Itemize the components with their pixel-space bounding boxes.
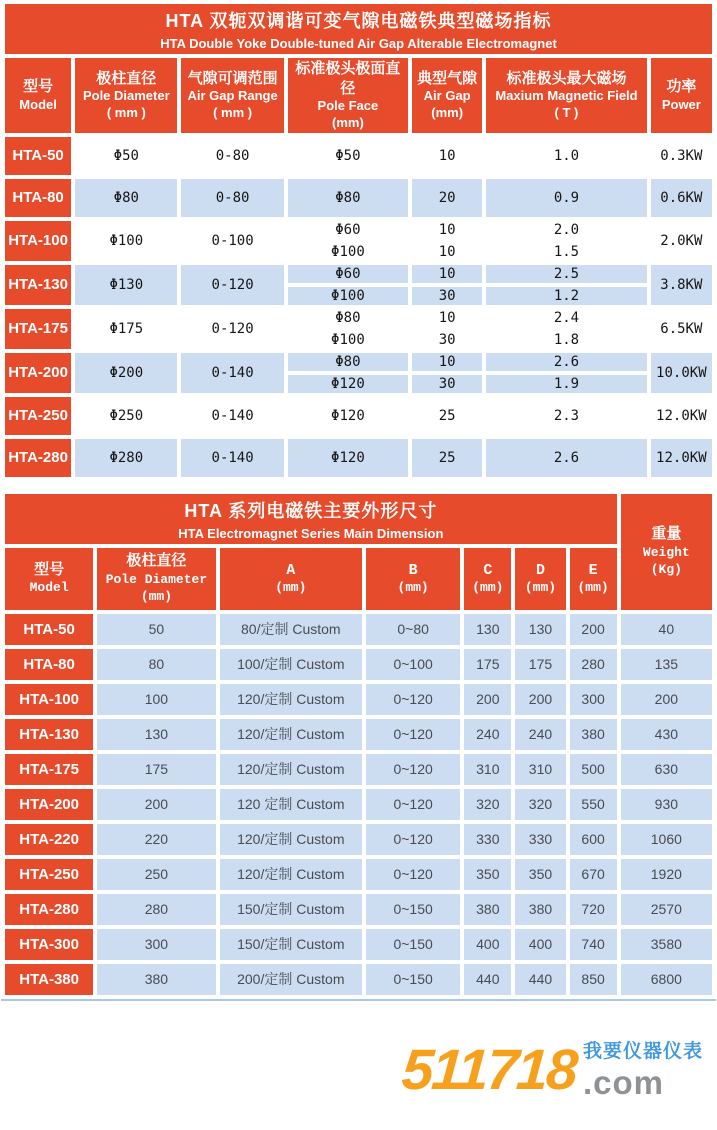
dim-e-cell: 550 [570,789,617,820]
table-title-row [5,4,712,54]
field-table-title-cn: HTA 双轭双调谐可变气隙电磁铁典型磁场指标 [165,11,552,31]
table-row [5,137,712,175]
weight-cell: 930 [621,789,712,820]
model-cell: HTA-175 [5,754,93,785]
typical-air-gap-cell: 25 [412,397,482,435]
dim-e-cell: 720 [570,894,617,925]
air-gap-range-cell: 0-120 [181,309,283,349]
air-gap-range-cell: 0-100 [181,221,283,261]
magnetic-field-cell: 1.9 [486,375,646,393]
magnetic-field-cell: 2.3 [486,397,646,435]
model-cell: HTA-130 [5,265,71,305]
model-cell: HTA-80 [5,179,71,217]
pole-diameter-cell: 175 [97,754,215,785]
table-row [5,397,712,435]
dim-d-cell: 310 [515,754,565,785]
dim-a-cell: 120 定制 Custom [220,789,362,820]
power-cell: 6.5KW [651,309,712,349]
pole-diameter-cell: 100 [97,684,215,715]
watermark-logo [399,1038,703,1102]
table-row [5,614,712,645]
typical-air-gap-cell: 10 [412,221,482,239]
pole-diameter-cell: 250 [97,859,215,890]
model-cell: HTA-280 [5,894,93,925]
dim-e-cell: 670 [570,859,617,890]
field-spec-table [1,0,716,481]
dim-e-cell: 850 [570,964,617,995]
typical-air-gap-cell: 10 [412,353,482,371]
model-cell: HTA-50 [5,137,71,175]
magnetic-field-cell: 1.8 [486,331,646,349]
table-row [5,309,712,327]
weight-cell: 200 [621,684,712,715]
table-row [5,789,712,820]
pole-diameter-cell: 200 [97,789,215,820]
dim-a-cell: 80/定制 Custom [220,614,362,645]
typical-air-gap-cell: 30 [412,331,482,349]
weight-cell: 135 [621,649,712,680]
model-cell: HTA-200 [5,789,93,820]
model-cell: HTA-80 [5,649,93,680]
column-header-dim-e: E (mm) [570,548,617,610]
power-cell: 0.3KW [651,137,712,175]
magnetic-field-cell: 2.6 [486,439,646,477]
pole-diameter-cell: Φ175 [75,309,177,349]
column-header-typical-air-gap: 典型气隙 Air Gap (mm) [412,58,482,133]
pole-diameter-cell: 80 [97,649,215,680]
model-cell: HTA-380 [5,964,93,995]
dim-e-cell: 740 [570,929,617,960]
dim-a-cell: 120/定制 Custom [220,824,362,855]
power-cell: 10.0KW [651,353,712,393]
model-cell: HTA-130 [5,719,93,750]
typical-air-gap-cell: 10 [412,309,482,327]
table-row [5,754,712,785]
dim-c-cell: 240 [464,719,511,750]
logo-right-block [583,1042,703,1099]
column-header-dim-d: D (mm) [515,548,565,610]
column-header-dim-b: B (mm) [366,548,460,610]
air-gap-range-cell: 0-140 [181,439,283,477]
dim-d-cell: 440 [515,964,565,995]
pole-face-cell: Φ100 [288,331,408,349]
typical-air-gap-cell: 10 [412,265,482,283]
magnetic-field-cell: 1.0 [486,137,646,175]
column-header-dim-a: A (mm) [220,548,362,610]
dim-d-cell: 200 [515,684,565,715]
field-table-title-en: HTA Double Yoke Double-tuned Air Gap Alterable Electromagnet [160,36,557,51]
pole-diameter-cell: Φ250 [75,397,177,435]
pole-diameter-cell: 50 [97,614,215,645]
pole-face-cell: Φ80 [288,179,408,217]
column-header-max-magnetic-field: 标准极头最大磁场 Maxium Magnetic Field ( T ) [486,58,646,133]
magnetic-field-cell: 2.6 [486,353,646,371]
weight-cell: 40 [621,614,712,645]
column-header-pole-diameter: 极柱直径 Pole Diameter (mm) [97,548,215,610]
dim-d-cell: 400 [515,929,565,960]
column-header-model: 型号 Model [5,548,93,610]
weight-cell: 430 [621,719,712,750]
dim-c-cell: 380 [464,894,511,925]
dim-b-cell: 0~120 [366,789,460,820]
logo-slogan: 我要仪器仪表 [582,1041,703,1062]
dimension-table-title-en: HTA Electromagnet Series Main Dimension [178,525,444,541]
dim-c-cell: 320 [464,789,511,820]
dim-d-cell: 130 [515,614,565,645]
dim-d-cell: 330 [515,824,565,855]
pole-diameter-cell: Φ50 [75,137,177,175]
column-header-pole-face: 标准极头极面直径 Pole Face (mm) [288,58,408,133]
table-row [5,221,712,239]
model-cell: HTA-50 [5,614,93,645]
dim-c-cell: 200 [464,684,511,715]
dimension-table-title [5,494,617,544]
weight-cell: 1920 [621,859,712,890]
pole-diameter-cell: Φ280 [75,439,177,477]
logo-number: 511718 [399,1038,579,1102]
dim-e-cell: 500 [570,754,617,785]
air-gap-range-cell: 0-120 [181,265,283,305]
dim-d-cell: 240 [515,719,565,750]
pole-diameter-cell: 380 [97,964,215,995]
magnetic-field-cell: 0.9 [486,179,646,217]
pole-face-cell: Φ120 [288,397,408,435]
dim-a-cell: 150/定制 Custom [220,929,362,960]
pole-face-cell: Φ60 [288,265,408,283]
table-title-row [5,494,712,544]
column-header-power: 功率 Power [651,58,712,133]
dim-b-cell: 0~120 [366,719,460,750]
dim-d-cell: 350 [515,859,565,890]
pole-face-cell: Φ100 [288,287,408,305]
typical-air-gap-cell: 25 [412,439,482,477]
table-row [5,265,712,283]
field-table-title [5,4,712,54]
power-cell: 12.0KW [651,397,712,435]
dim-a-cell: 120/定制 Custom [220,754,362,785]
model-cell: HTA-250 [5,397,71,435]
weight-cell: 1060 [621,824,712,855]
table-row [5,649,712,680]
pole-diameter-cell: Φ200 [75,353,177,393]
model-cell: HTA-300 [5,929,93,960]
air-gap-range-cell: 0-80 [181,137,283,175]
dim-c-cell: 310 [464,754,511,785]
dim-b-cell: 0~150 [366,929,460,960]
dim-b-cell: 0~100 [366,649,460,680]
dim-c-cell: 130 [464,614,511,645]
weight-cell: 3580 [621,929,712,960]
dimension-table [1,490,716,1001]
column-header-dim-c: C (mm) [464,548,511,610]
column-header-pole-diameter: 极柱直径 Pole Diameter ( mm ) [75,58,177,133]
dim-b-cell: 0~120 [366,824,460,855]
power-cell: 3.8KW [651,265,712,305]
dim-e-cell: 280 [570,649,617,680]
table-header-row [5,548,712,610]
pole-diameter-cell: 300 [97,929,215,960]
magnetic-field-cell: 2.5 [486,265,646,283]
pole-face-cell: Φ60 [288,221,408,239]
pole-face-cell: Φ50 [288,137,408,175]
table-row [5,684,712,715]
dim-e-cell: 300 [570,684,617,715]
dim-a-cell: 150/定制 Custom [220,894,362,925]
dim-b-cell: 0~150 [366,894,460,925]
pole-face-cell: Φ120 [288,439,408,477]
dim-a-cell: 120/定制 Custom [220,719,362,750]
column-header-weight: 重量 Weight (Kg) [621,494,712,610]
model-cell: HTA-220 [5,824,93,855]
magnetic-field-cell: 1.5 [486,243,646,261]
table-row [5,439,712,477]
typical-air-gap-cell: 30 [412,375,482,393]
power-cell: 2.0KW [651,221,712,261]
table-row [5,824,712,855]
model-cell: HTA-200 [5,353,71,393]
pole-diameter-cell: 130 [97,719,215,750]
typical-air-gap-cell: 30 [412,287,482,305]
dim-c-cell: 175 [464,649,511,680]
table-row [5,929,712,960]
dim-c-cell: 400 [464,929,511,960]
model-cell: HTA-175 [5,309,71,349]
typical-air-gap-cell: 10 [412,243,482,261]
table-row [5,353,712,371]
dim-c-cell: 330 [464,824,511,855]
dim-c-cell: 350 [464,859,511,890]
air-gap-range-cell: 0-80 [181,179,283,217]
dim-b-cell: 0~120 [366,754,460,785]
table-row [5,894,712,925]
pole-face-cell: Φ120 [288,375,408,393]
pole-diameter-cell: 220 [97,824,215,855]
dim-e-cell: 380 [570,719,617,750]
column-header-model: 型号 Model [5,58,71,133]
table-row [5,719,712,750]
column-header-air-gap-range: 气隙可调范围 Air Gap Range ( mm ) [181,58,283,133]
dim-b-cell: 0~120 [366,684,460,715]
power-cell: 0.6KW [651,179,712,217]
dim-e-cell: 200 [570,614,617,645]
pole-face-cell: Φ100 [288,243,408,261]
dimension-table-title-cn: HTA 系列电磁铁主要外形尺寸 [184,500,438,521]
table-row [5,179,712,217]
pole-diameter-cell: Φ130 [75,265,177,305]
typical-air-gap-cell: 10 [412,137,482,175]
dim-a-cell: 120/定制 Custom [220,859,362,890]
dim-d-cell: 320 [515,789,565,820]
typical-air-gap-cell: 20 [412,179,482,217]
magnetic-field-cell: 2.4 [486,309,646,327]
weight-cell: 6800 [621,964,712,995]
model-cell: HTA-100 [5,684,93,715]
table-header-row [5,58,712,133]
dim-b-cell: 0~80 [366,614,460,645]
table-row [5,964,712,995]
model-cell: HTA-280 [5,439,71,477]
pole-diameter-cell: Φ80 [75,179,177,217]
model-cell: HTA-100 [5,221,71,261]
pole-face-cell: Φ80 [288,353,408,371]
weight-cell: 630 [621,754,712,785]
dim-b-cell: 0~150 [366,964,460,995]
air-gap-range-cell: 0-140 [181,397,283,435]
dim-a-cell: 100/定制 Custom [220,649,362,680]
dim-a-cell: 120/定制 Custom [220,684,362,715]
weight-cell: 2570 [621,894,712,925]
logo-domain: .com [582,1063,665,1101]
dim-d-cell: 175 [515,649,565,680]
magnetic-field-cell: 2.0 [486,221,646,239]
magnetic-field-cell: 1.2 [486,287,646,305]
dim-b-cell: 0~120 [366,859,460,890]
pole-diameter-cell: 280 [97,894,215,925]
table-row [5,859,712,890]
dim-e-cell: 600 [570,824,617,855]
model-cell: HTA-250 [5,859,93,890]
dim-a-cell: 200/定制 Custom [220,964,362,995]
dim-c-cell: 440 [464,964,511,995]
pole-face-cell: Φ80 [288,309,408,327]
air-gap-range-cell: 0-140 [181,353,283,393]
power-cell: 12.0KW [651,439,712,477]
pole-diameter-cell: Φ100 [75,221,177,261]
dim-d-cell: 380 [515,894,565,925]
